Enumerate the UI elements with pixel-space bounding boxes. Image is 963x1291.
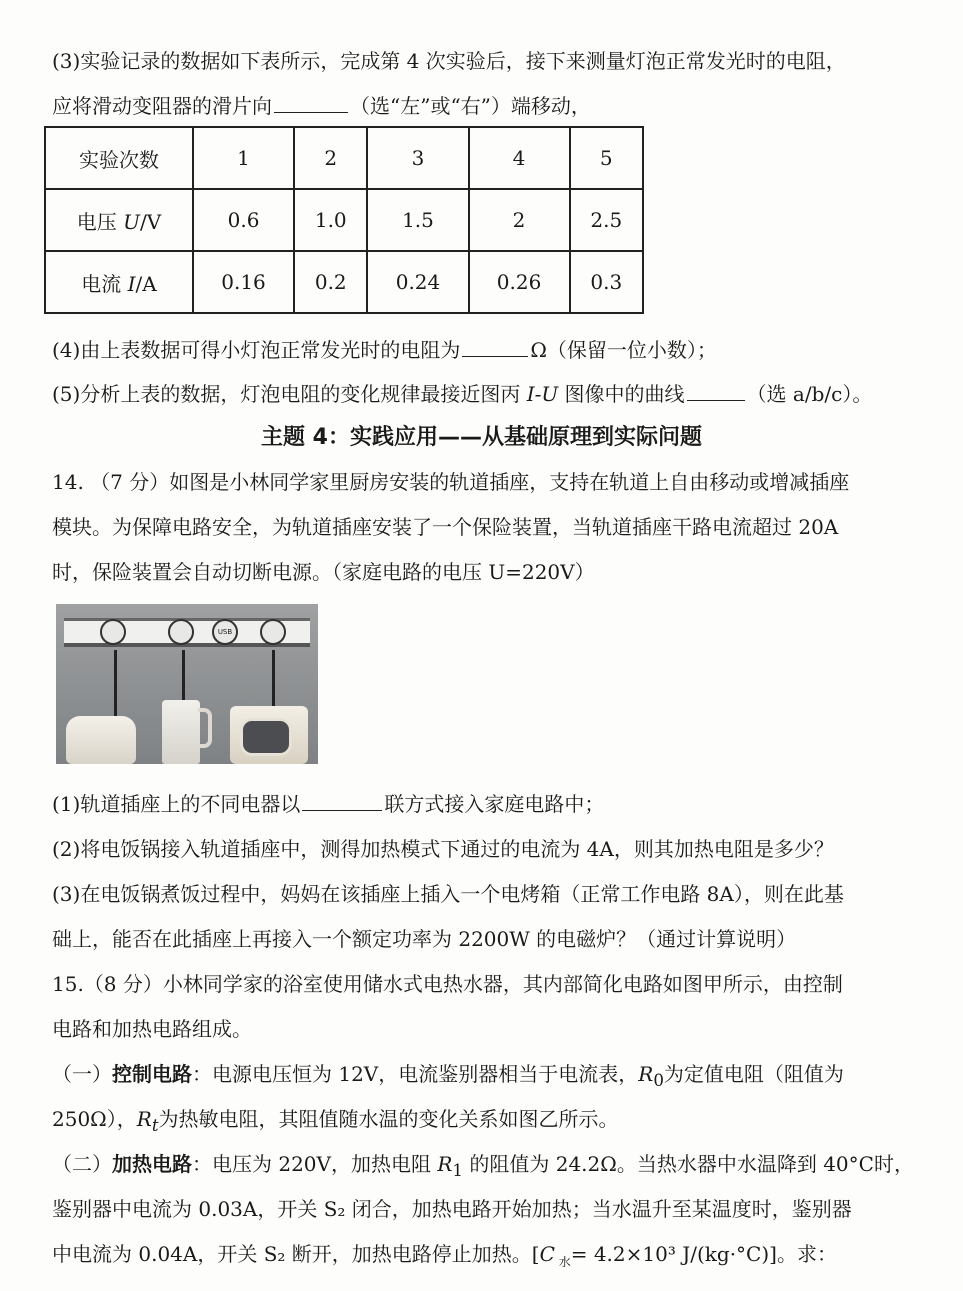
- current-label-text: 电流: [81, 271, 128, 296]
- table-cell: 0.24: [367, 251, 468, 313]
- table-header-trials: 实验次数: [45, 127, 193, 189]
- q14-sub3-line2: 础上，能否在此插座上再接入一个额定功率为 2200W 的电磁炉？（通过计算说明）: [52, 927, 797, 951]
- heating-text-a: ：电压为 220V，加热电阻: [192, 1152, 438, 1176]
- voltage-unit: /V: [140, 209, 162, 234]
- q13-part5-text-a: (5)分析上表的数据，灯泡电阻的变化规律最接近图丙: [52, 382, 527, 406]
- heating-prefix: （二）: [52, 1152, 112, 1176]
- rt-symbol: R: [136, 1107, 152, 1131]
- heating3-text-a: 中电流为 0.04A，开关 S₂ 断开，加热电路停止加热。[: [52, 1242, 540, 1266]
- table-header-voltage: [45, 189, 193, 251]
- r1-symbol: R: [437, 1152, 453, 1176]
- table-cell: 3: [367, 127, 468, 189]
- q15-heating-circuit-line1: [52, 1149, 923, 1186]
- r0-subscript: 0: [653, 1071, 664, 1090]
- usb-socket-module: USB: [212, 619, 238, 645]
- table-cell: 0.2: [294, 251, 367, 313]
- answer-blank-resistance[interactable]: [462, 336, 528, 357]
- specific-heat-symbol: C: [539, 1242, 555, 1266]
- q14-line3: 时，保险装置会自动切断电源。（家庭电路的电压 U=220V）: [52, 560, 595, 584]
- current-symbol: I: [127, 271, 136, 296]
- specific-heat-subscript: 水: [554, 1255, 571, 1269]
- table-row-trials: [45, 127, 643, 189]
- q13-part4-text-a: (4)由上表数据可得小灯泡正常发光时的电阻为: [52, 338, 461, 362]
- q13-part3-text-a: 应将滑动变阻器的滑片向: [52, 94, 272, 118]
- voltage-label-text: 电压: [76, 209, 124, 234]
- answer-blank-slider-direction[interactable]: [274, 92, 348, 113]
- table-row-current: [45, 251, 643, 313]
- q15-line2: 电路和加热电路组成。: [52, 1017, 252, 1041]
- r1-subscript: 1: [452, 1161, 464, 1180]
- q14-line1: 14. （7 分）如图是小林同学家里厨房安装的轨道插座，支持在轨道上自由移动或增减插座: [52, 470, 850, 494]
- table-header-current: [45, 251, 193, 313]
- table-cell: 5: [570, 127, 643, 189]
- kettle-handle: [198, 708, 212, 748]
- experiment-data-table: [44, 126, 644, 314]
- heating3-text-b: = 4.2×10³ J/(kg·°C)]。求：: [570, 1242, 837, 1266]
- control2-text-a: 250Ω），: [52, 1107, 137, 1131]
- q14-sub3-line1: (3)在电饭锅煮饭过程中，妈妈在该插座上插入一个电烤箱（正常工作电路 8A），则在此基: [52, 882, 844, 906]
- table-cell: 0.16: [193, 251, 294, 313]
- q15-control-circuit-line1: [52, 1059, 923, 1096]
- q13-part4: [52, 335, 923, 365]
- r0-symbol: R: [638, 1062, 654, 1086]
- table-cell: 2.5: [570, 189, 643, 251]
- q13-part5: [52, 379, 923, 409]
- topic-4-heading: 主题 4：实践应用——从基础原理到实际问题: [261, 425, 702, 450]
- q15-control-circuit-line2: [52, 1104, 923, 1141]
- table-cell: 0.26: [469, 251, 570, 313]
- current-unit: /A: [135, 271, 157, 296]
- control2-text-b: 为热敏电阻，其阻值随水温的变化关系如图乙所示。: [158, 1107, 619, 1131]
- table-cell: 1.0: [294, 189, 367, 251]
- q14-sub1: [52, 789, 923, 819]
- q14-line2: 模块。为保障电路安全，为轨道插座安装了一个保险装置，当轨道插座干路电流超过 20A: [52, 515, 839, 539]
- table-cell: 1: [193, 127, 294, 189]
- control-title: 控制电路: [112, 1062, 192, 1086]
- electric-kettle: [162, 700, 200, 764]
- table-row-voltage: [45, 189, 643, 251]
- q13-part5-text-b: 图像中的曲线: [558, 382, 685, 406]
- voltage-symbol: U: [123, 209, 141, 234]
- q15-heating-circuit-line2: 鉴别器中电流为 0.03A，开关 S₂ 闭合，加热电路开始加热；当水温升至某温度时，鉴别器: [52, 1197, 852, 1221]
- q14-sub1-text-a: (1)轨道插座上的不同电器以: [52, 792, 301, 816]
- kettle-cord: [182, 650, 185, 704]
- socket-module: [260, 619, 286, 645]
- answer-blank-curve[interactable]: [687, 380, 745, 401]
- q14-sub2: (2)将电饭锅接入轨道插座中，测得加热模式下通过的电流为 4A，则其加热电阻是多少？: [52, 837, 834, 861]
- cooker-cord: [114, 650, 117, 720]
- socket-module: [168, 619, 194, 645]
- track-rail: [64, 618, 310, 647]
- q13-part3-line2: [52, 91, 923, 121]
- electric-oven: [230, 706, 308, 764]
- table-cell: 0.3: [570, 251, 643, 313]
- socket-module: [100, 619, 126, 645]
- table-cell: 2: [469, 189, 570, 251]
- control-text-b: 为定值电阻（阻值为: [663, 1062, 844, 1086]
- q15-line1: 15.（8 分）小林同学家的浴室使用储水式电热水器，其内部简化电路如图甲所示，由控制: [52, 972, 843, 996]
- heating-text-b: 的阻值为 24.2Ω。当热水器中水温降到 40°C时，: [463, 1152, 914, 1176]
- q13-part4-text-b: Ω（保留一位小数）；: [530, 338, 717, 362]
- q15-heating-circuit-line3: [52, 1239, 923, 1277]
- q14-sub1-text-b: 联方式接入家庭电路中；: [384, 792, 605, 816]
- q13-part3-text-b: （选“左”或“右”）端移动，: [350, 94, 591, 118]
- oven-cord: [272, 650, 275, 710]
- rt-subscript: t: [151, 1116, 159, 1135]
- track-socket-photo: [56, 604, 318, 764]
- table-cell: 4: [469, 127, 570, 189]
- control-text-a: ：电源电压恒为 12V，电流鉴别器相当于电流表，: [192, 1062, 639, 1086]
- rice-cooker: [66, 716, 136, 764]
- table-cell: 2: [294, 127, 367, 189]
- heating-title: 加热电路: [112, 1152, 192, 1176]
- iu-symbol: I-U: [526, 382, 559, 406]
- table-cell: 0.6: [193, 189, 294, 251]
- answer-blank-connection[interactable]: [302, 790, 382, 811]
- q13-part5-text-c: （选 a/b/c）。: [746, 382, 873, 406]
- table-cell: 1.5: [367, 189, 468, 251]
- q13-part3-line1: (3)实验记录的数据如下表所示，完成第 4 次实验后，接下来测量灯泡正常发光时的电阻，: [52, 49, 846, 73]
- control-prefix: （一）: [52, 1062, 112, 1086]
- oven-window: [240, 718, 292, 756]
